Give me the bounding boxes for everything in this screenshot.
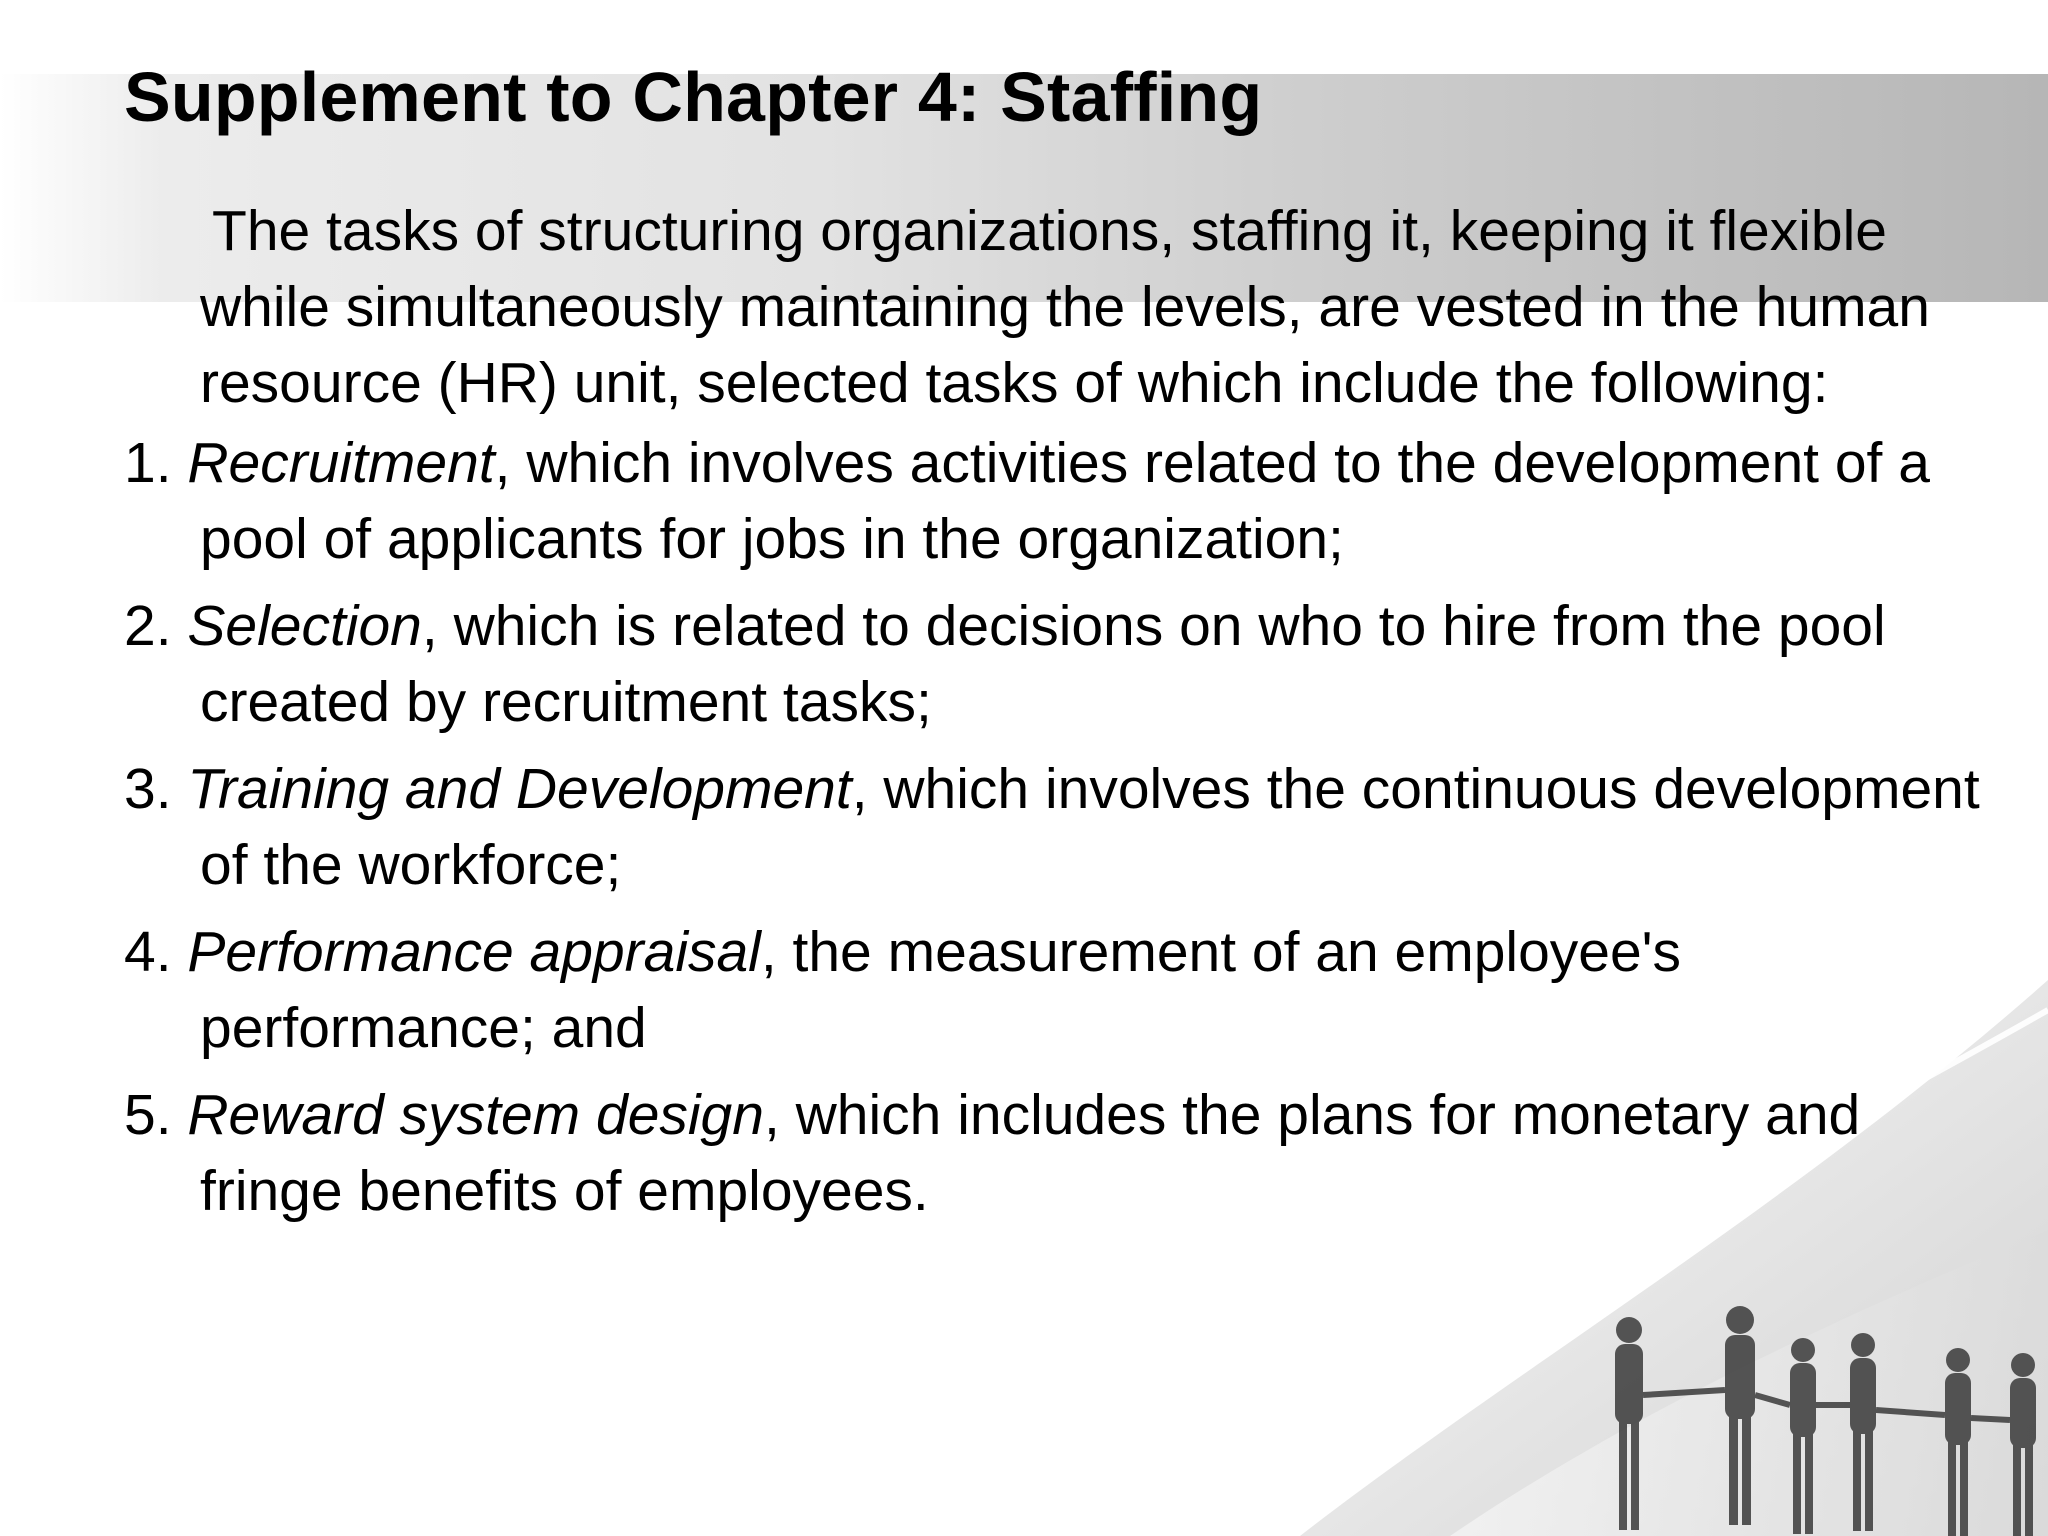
slide-title: Supplement to Chapter 4: Staffing (124, 58, 1263, 136)
list-item-term: Recruitment (187, 431, 495, 495)
list-item-term: Performance appraisal (187, 920, 761, 984)
list-item-description: , which includes the plans for monetary and fringe benefits of employees. (200, 1083, 1861, 1223)
list-item-number: 5. (124, 1083, 172, 1147)
list-item (124, 1077, 1984, 1229)
list-item-number: 3. (124, 757, 172, 821)
list-item-description: , which involves the continuous development of the workforce; (200, 757, 1980, 897)
list-item (124, 751, 1984, 903)
list-item (124, 588, 1984, 740)
list-item (124, 425, 1984, 577)
intro-paragraph: The tasks of structuring organizations, staffing it, keeping it flexible while simultaneously maintaining the levels, are vested in the human resource (HR) unit, selected tasks of which include the following: (200, 199, 1930, 415)
slide-body (124, 193, 1984, 1229)
list-item-number: 2. (124, 594, 172, 658)
list-item-term: Training and Development (187, 757, 852, 821)
list-item-term: Selection (187, 594, 422, 658)
list-item-number: 1. (124, 431, 172, 495)
list-item-number: 4. (124, 920, 172, 984)
list-item-description: , which is related to decisions on who to hire from the pool created by recruitment tasks; (200, 594, 1886, 734)
hr-tasks-list (124, 425, 1984, 1229)
list-item-term: Reward system design (187, 1083, 764, 1147)
list-item (124, 914, 1984, 1066)
list-item-description: , which involves activities related to the development of a pool of applicants for jobs in the organization; (200, 431, 1930, 571)
list-item-description: , the measurement of an employee's performance; and (200, 920, 1682, 1060)
